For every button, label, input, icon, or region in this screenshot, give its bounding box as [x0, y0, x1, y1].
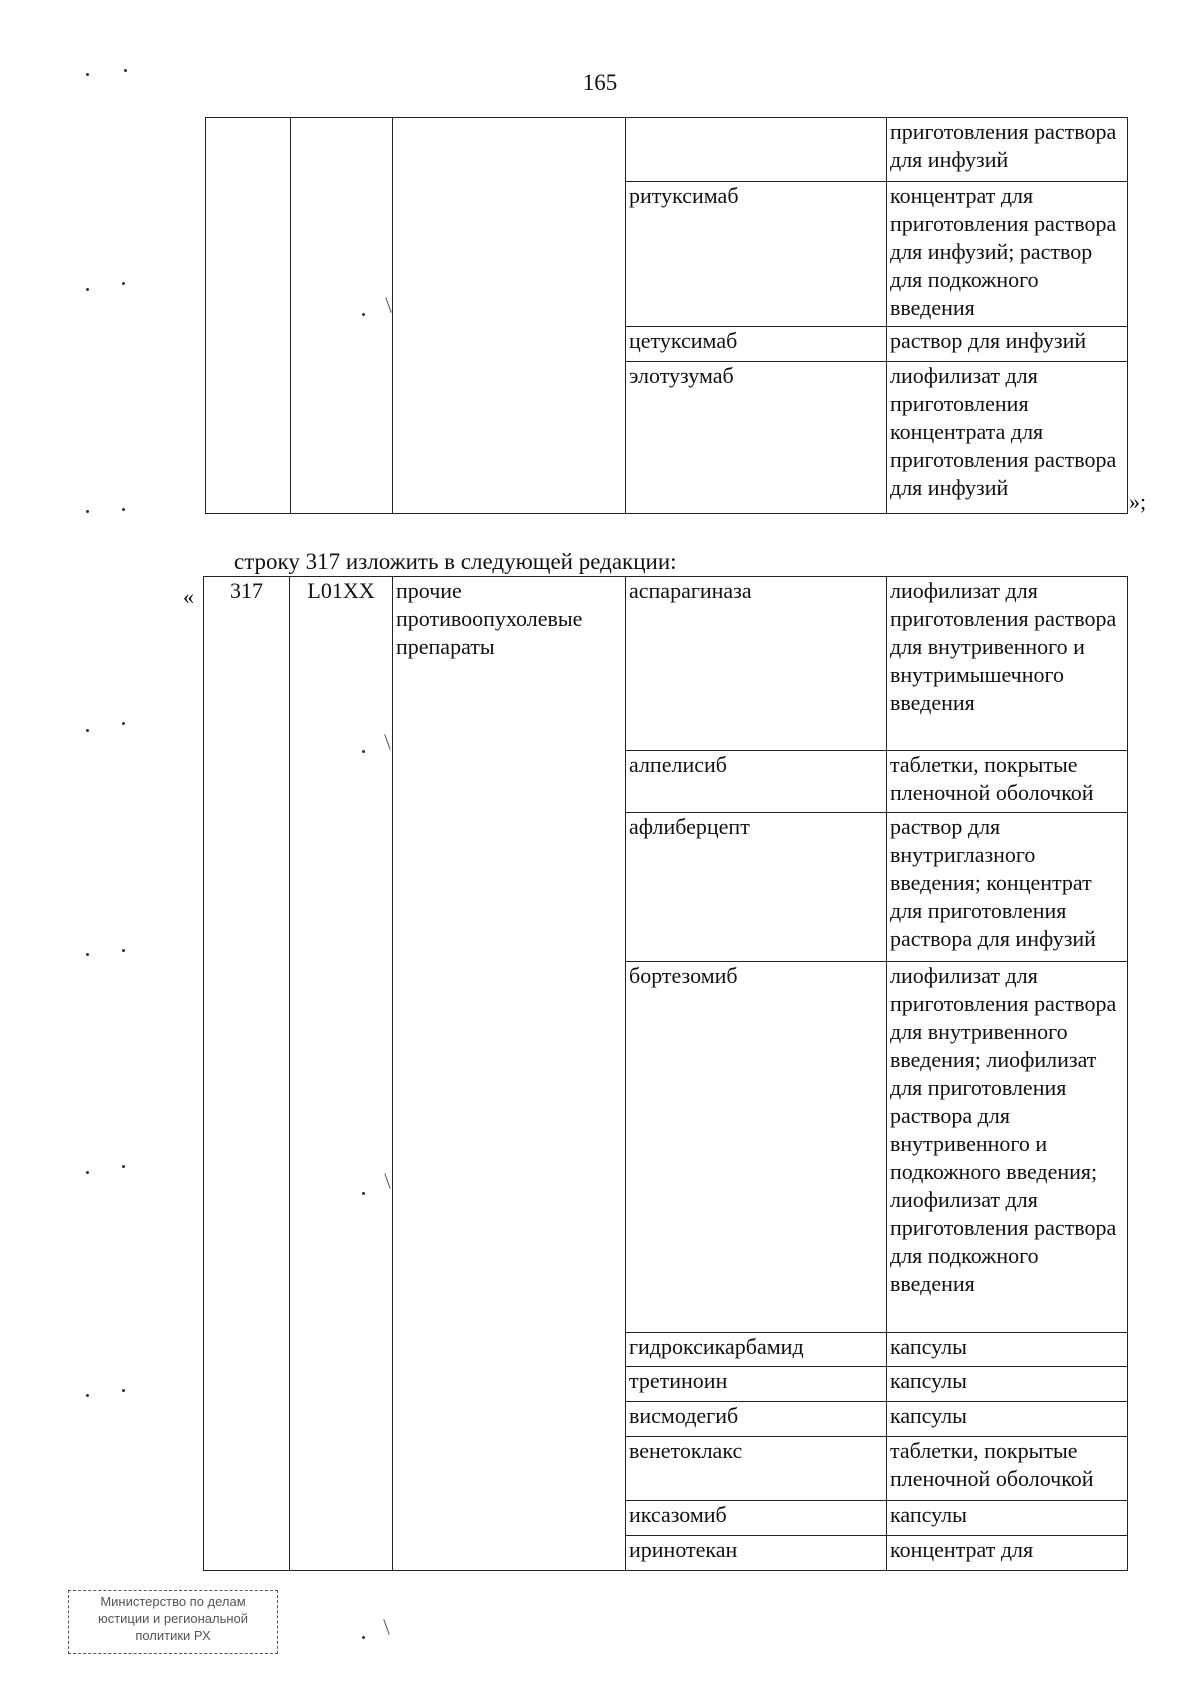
- stamp-line: юстиции и региональной: [97, 1611, 249, 1626]
- scan-speck: [124, 69, 127, 72]
- drug-name-cell: цетуксимаб: [626, 327, 887, 362]
- scan-speck: [86, 1394, 89, 1397]
- bottom-table: [203, 576, 1128, 1571]
- scan-speck: [122, 282, 125, 285]
- table-row: [206, 118, 1128, 182]
- top-table: [205, 117, 1128, 514]
- drug-name-cell: бортезомиб: [626, 962, 887, 1333]
- drug-name-cell: иксазомиб: [626, 1501, 887, 1536]
- scan-speck: [122, 1165, 125, 1168]
- opening-quote: «: [183, 584, 194, 609]
- drug-name-cell: афлиберцепт: [626, 813, 887, 962]
- scan-speck: [86, 953, 89, 956]
- atc-code-cell: L01XX: [290, 577, 393, 1571]
- drug-name-cell: венетоклакс: [626, 1437, 887, 1501]
- scan-speck: [122, 949, 125, 952]
- dosage-form-cell: приготовления раствора для инфузий: [887, 118, 1128, 182]
- scan-speck: [122, 508, 125, 511]
- scan-speck: [122, 1389, 125, 1392]
- drug-name-cell: ритуксимаб: [626, 182, 887, 327]
- dosage-form-cell: раствор для инфузий: [887, 327, 1128, 362]
- dosage-form-cell: лиофилизат для приготовления концентрата для приготовления раствора для инфузий: [887, 362, 1128, 514]
- scan-speck: [86, 1171, 89, 1174]
- atc-code-cell: [291, 118, 393, 514]
- drug-name-cell: алпелисиб: [626, 751, 887, 813]
- drug-name-cell: иринотекан: [626, 1536, 887, 1571]
- scan-speck: [362, 1636, 365, 1639]
- scan-speck: [86, 729, 89, 732]
- table-row: [204, 577, 1128, 751]
- dosage-form-cell: таблетки, покрытые пленочной оболочкой: [887, 1437, 1128, 1501]
- dosage-form-cell: капсулы: [887, 1402, 1128, 1437]
- drug-name-cell: элотузумаб: [626, 362, 887, 514]
- group-name-cell: прочие противоопухолевые препараты: [393, 577, 626, 1571]
- group-name-cell: [393, 118, 626, 514]
- dosage-form-cell: концентрат для приготовления раствора для инфузий; раствор для подкожного введения: [887, 182, 1128, 327]
- scan-speck: [362, 750, 365, 753]
- dosage-form-cell: таблетки, покрытые пленочной оболочкой: [887, 751, 1128, 813]
- page-number: 165: [582, 70, 618, 95]
- stamp-line: политики РХ: [135, 1628, 211, 1643]
- instruction-text: строку 317 изложить в следующей редакции:: [234, 549, 677, 574]
- dosage-form-cell: концентрат для: [887, 1536, 1128, 1571]
- scan-speck: [86, 73, 89, 76]
- drug-name-cell: висмодегиб: [626, 1402, 887, 1437]
- drug-name-cell: гидроксикарбамид: [626, 1333, 887, 1367]
- scan-speck: [86, 288, 89, 291]
- dosage-form-cell: капсулы: [887, 1333, 1128, 1367]
- scan-speck: [122, 722, 125, 725]
- ministry-stamp: [68, 1590, 278, 1654]
- row-number-cell: 317: [204, 577, 290, 1571]
- scan-tick: [383, 1619, 389, 1634]
- stamp-line: Министерство по делам: [100, 1594, 246, 1609]
- dosage-form-cell: лиофилизат для приготовления раствора для внутривенного введения; лиофилизат для приготовления раствора для внутривенного и подкожного введения; лиофилизат для приготовления раствора для подкожного введения: [887, 962, 1128, 1333]
- closing-quote: »;: [1129, 489, 1147, 514]
- dosage-form-cell: капсулы: [887, 1367, 1128, 1402]
- dosage-form-cell: капсулы: [887, 1501, 1128, 1536]
- dosage-form-cell: раствор для внутриглазного введения; концентрат для приготовления раствора для инфузий: [887, 813, 1128, 962]
- dosage-form-cell: лиофилизат для приготовления раствора для внутривенного и внутримышечного введения: [887, 577, 1128, 751]
- drug-name-cell: [626, 118, 887, 182]
- scan-speck: [362, 313, 365, 316]
- row-number-cell: [206, 118, 291, 514]
- scan-speck: [86, 510, 89, 513]
- scan-speck: [362, 1192, 365, 1195]
- drug-name-cell: аспарагиназа: [626, 577, 887, 751]
- drug-name-cell: третиноин: [626, 1367, 887, 1402]
